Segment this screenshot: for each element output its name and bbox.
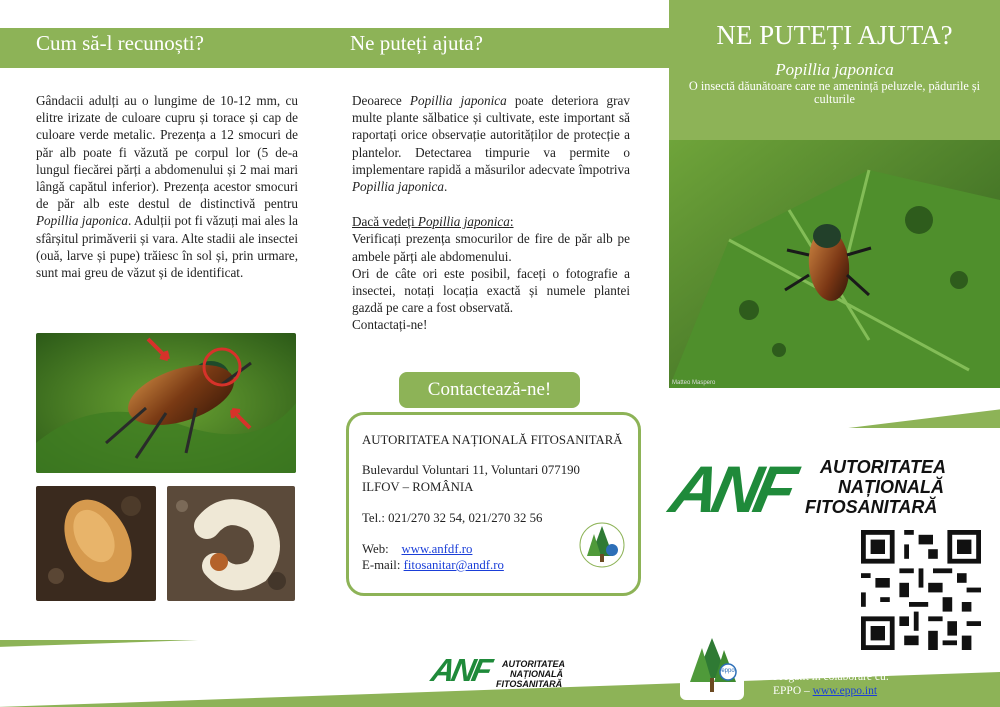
eppo-logo-small xyxy=(579,520,625,574)
pupa-photo xyxy=(36,486,156,601)
contact-us-button[interactable]: Contactează-ne! xyxy=(399,372,580,408)
contact-address1: Bulevardul Voluntari 11, Voluntari 077190 xyxy=(362,463,580,477)
larva-photo xyxy=(167,486,295,601)
help-text: Deoarece Popillia japonica poate deteriora grav multe plante sălbatice și cultivate, este important să raportați orice observație autorităților de protecție a plantelor. Detectarea timpurie va permite o implementare rapidă a măsurilor adecvate împotriva Popillia japonica. Dacă vedeți Popillia japonica: Verificați prezența smocurilor de fire de păr alb pe ambele părți ale abdomenului. Ori de câte ori este posibil, faceți o fotografie a insectei, notați locația exactă și numele plantei gazdă pe care a fost observată. Contactați-ne! xyxy=(352,93,630,333)
cover-title: NE PUTEȚI AJUTA? xyxy=(716,20,953,50)
collab-text: Pregătit în colaborare cu: xyxy=(773,671,889,683)
collab-eppo: EPPO – www.eppo.int xyxy=(773,685,878,697)
contact-card xyxy=(346,412,641,596)
beetle-photo xyxy=(36,333,296,473)
eppo-badge-text: eppo xyxy=(721,668,735,674)
contact-address2: ILFOV – ROMÂNIA xyxy=(362,480,474,494)
anf-logo-letters: ANF xyxy=(664,452,798,526)
contact-phone: Tel.: 021/270 32 54, 021/270 32 56 xyxy=(362,511,543,525)
eppo-logo xyxy=(680,632,744,700)
cover-subtitle: O insectă dăunătoare care ne amenință peluzele, pădurile și culturile xyxy=(688,79,981,106)
contact-org: AUTORITATEA NAȚIONALĂ FITOSANITARĂ xyxy=(362,433,623,447)
heading-recognize: Cum să-l recunoști? xyxy=(36,31,204,55)
eppo-link[interactable]: www.eppo.int xyxy=(812,685,878,697)
contact-web: Web: www.anfdf.ro xyxy=(362,542,473,556)
cover-beetle-photo xyxy=(669,140,1000,388)
web-link[interactable]: www.anfdf.ro xyxy=(401,542,473,556)
cover-species: Popillia japonica xyxy=(775,60,894,79)
heading-help: Ne puteți ajuta? xyxy=(350,31,483,55)
recognize-text: Gândacii adulți au o lungime de 10-12 mm, cu elitre irizate de culoare cupru și torace și cap de culoare verde metalic. Prezența a 12 smocuri de păr alb poate fi văzută pe corpul lor (5 de-a lungul fiecărei părți a abdomenului și 2 mai mari lângă capătul inferior). Prezența acestor smocuri de păr alb este destul de distinctivă pentru Popillia japonica. Adulții pot fi văzuți mai ales la sfârșitul primăverii și vara. Alte stadii ale insectei (ouă, larve și pupe) trăiesc în sol și, prin urmare, sunt mai greu de văzut și de identificat. xyxy=(36,93,298,281)
email-link[interactable]: fitosanitar@andf.ro xyxy=(403,558,504,572)
photo-credit: Matteo Maspero xyxy=(672,380,716,386)
qr-code[interactable] xyxy=(861,530,981,655)
contact-email: E-mail: fitosanitar@andf.ro xyxy=(362,558,504,572)
